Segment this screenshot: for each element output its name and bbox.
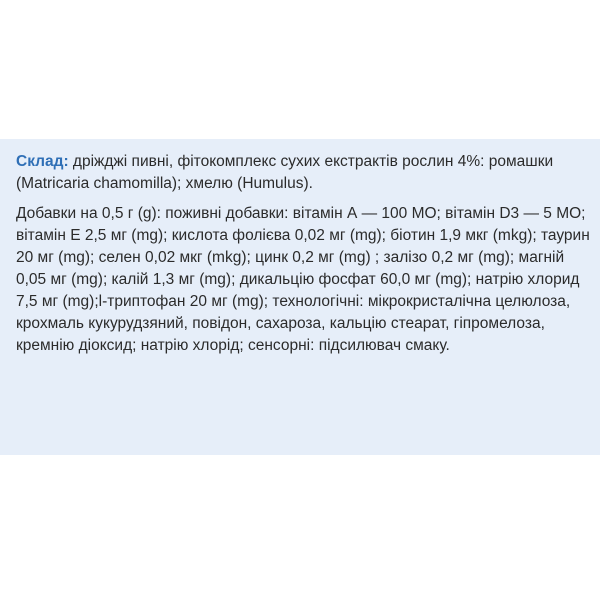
composition-text: дріжджі пивні, фітокомплекс сухих екстрактів рослин 4%: ромашки (Matricaria chamomilla); хмелю (Humulus). bbox=[16, 153, 554, 192]
composition-paragraph bbox=[16, 151, 590, 195]
composition-info-box bbox=[0, 139, 600, 455]
additives-paragraph: Добавки на 0,5 г (g): поживні добавки: вітамін А — 100 МО; вітамін D3 — 5 МО; вітамін Е 2,5 мг (mg); кислота фолієва 0,02 мг (mg); біотин 1,9 мкг (mkg); таурин 20 мг (mg); селен 0,02 мкг (mkg); цинк 0,2 мг (mg) ; залізо 0,2 мг (mg); магній 0,05 мг (mg); калій 1,3 мг (mg); дикальцію фосфат 60,0 мг (mg); натрію хлорид 7,5 мг (mg);l-триптофан 20 мг (mg); технологічні: мікрокристалічна целюлоза, крохмаль кукурудзяний, повідон, сахароза, кальцію стеарат, гіпромелоза, кремнію діоксид; натрію хлорід; сенсорні: підсилювач смаку. bbox=[16, 205, 590, 354]
composition-label: Склад: bbox=[16, 153, 69, 170]
